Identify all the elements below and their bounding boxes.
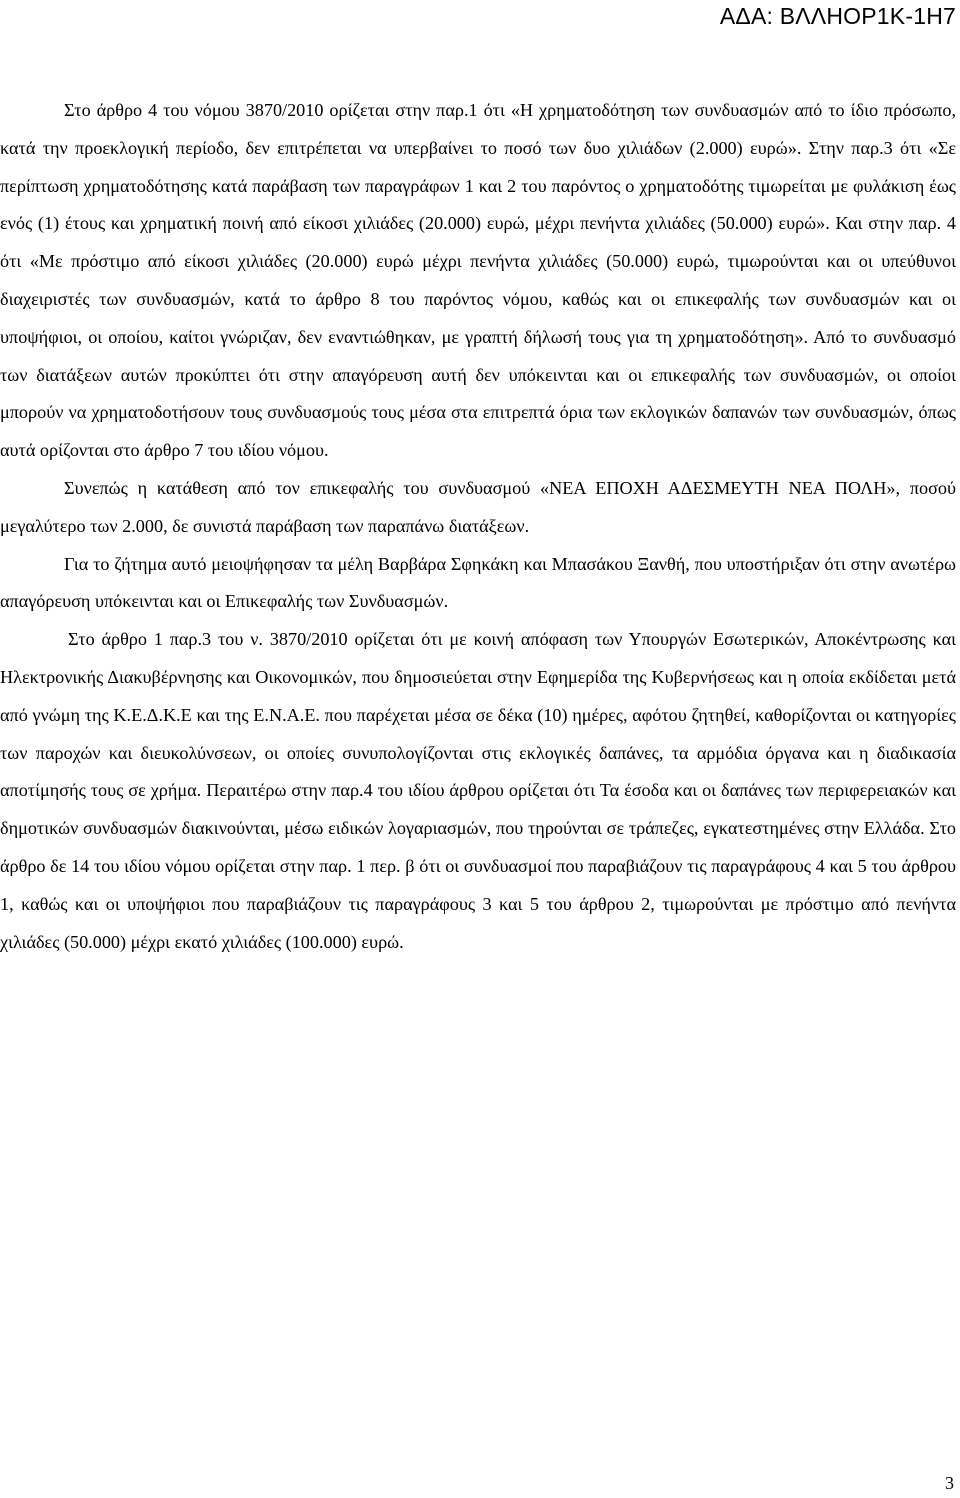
page-number: 3 [945,1473,954,1493]
ada-code-header: ΑΔΑ: ΒΛΛΗΟΡ1Κ-1Η7 [719,3,956,29]
paragraph-minority-opinion: Για το ζήτημα αυτό μειοψήφησαν τα μέλη Βαρβάρα Σφηκάκη και Μπασάκου Ξανθή, που υποστήριξαν ότι στην ανωτέρω απαγόρευση υπόκεινται και οι Επικεφαλής των Συνδυασμών. [0,553,956,612]
paragraph-article-1: Στο άρθρο 1 παρ.3 του ν. 3870/2010 ορίζεται ότι με κοινή απόφαση των Υπουργών Εσωτερικών, Αποκέντρωσης και Ηλεκτρονικής Διακυβέρνησης και Οικονομικών, που δημοσιεύεται στην Εφημερίδα της Κυβερνήσεως και η οποία εκδίδεται μετά από γνώμη της Κ.Ε.Δ.Κ.Ε και της Ε.Ν.Α.Ε. που παρέχεται μέσα σε δέκα (10) ημέρες, αφότου ζητηθεί, καθορίζονται οι κατηγορίες των παροχών και διευκολύνσεων, οι οποίες συνυπολογίζονται στις εκλογικές δαπάνες, τα αρμόδια όργανα και η διαδικασία αποτίμησής τους σε χρήμα. Περαιτέρω στην παρ.4 του ιδίου άρθρου ορίζεται ότι Τα έσοδα και οι δαπάνες των περιφερειακών και δημοτικών συνδυασμών διακινούνται, μέσω ειδικών λογαριασμών, που τηρούνται σε τράπεζες, εγκατεστημένες στην Ελλάδα. Στο άρθρο δε 14 του ιδίου νόμου ορίζεται στην παρ. 1 περ. β ότι οι συνδυασμοί που παραβιάζουν τις παραγράφους 4 και 5 του άρθρου 1, καθώς και οι υποψήφιοι που παραβιάζουν τις παραγράφους 3 και 5 του άρθρου 2, τιμωρούνται με πρόστιμο από πενήντα χιλιάδες (50.000) μέχρι εκατό χιλιάδες (100.000) ευρώ. [0,629,956,952]
paragraph-article-4: Στο άρθρο 4 του νόμου 3870/2010 ορίζεται στην παρ.1 ότι «Η χρηματοδότηση των συνδυασμών από το ίδιο πρόσωπο, κατά την προεκλογική περίοδο, δεν επιτρέπεται να υπερβαίνει το ποσό των δυο χιλιάδων (2.000) ευρώ». Στην παρ.3 ότι «Σε περίπτωση χρηματοδότησης κατά παράβαση των παραγράφων 1 και 2 του παρόντος ο χρηματοδότης τιμωρείται με φυλάκιση έως ενός (1) έτους και χρηματική ποινή από είκοσι χιλιάδες (20.000) ευρώ, μέχρι πενήντα χιλιάδες (50.000) ευρώ». Και στην παρ. 4 ότι «Με πρόστιμο από είκοσι χιλιάδες (20.000) ευρώ μέχρι πενήντα χιλιάδες (50.000) ευρώ, τιμωρούνται και οι υπεύθυνοι διαχειριστές των συνδυασμών, κατά το άρθρο 8 του παρόντος νόμου, καθώς και οι επικεφαλής των συνδυασμών και οι υποψήφιοι, οι οποίου, καίτοι γνώριζαν, δεν εναντιώθηκαν, με γραπτή δήλωσή τους για τη χρηματοδότηση». Από το συνδυασμό των διατάξεων αυτών προκύπτει ότι στην απαγόρευση αυτή δεν υπόκεινται και οι επικεφαλής των συνδυασμών, οι οποίοι μπορούν να χρηματοδοτήσουν τους συνδυασμούς τους μέσα στα επιτρεπτά όρια των εκλογικών δαπανών των συνδυασμών, όπως αυτά ορίζονται στο άρθρο 7 του ιδίου νόμου. [0,100,956,461]
paragraph-conclusion: Συνεπώς η κατάθεση από τον επικεφαλής του συνδυασμού «ΝΕΑ ΕΠΟΧΗ ΑΔΕΣΜΕΥΤΗ ΝΕΑ ΠΟΛΗ», ποσού μεγαλύτερο των 2.000, δε συνιστά παράβαση των παραπάνω διατάξεων. [0,477,956,536]
document-body [0,92,956,961]
